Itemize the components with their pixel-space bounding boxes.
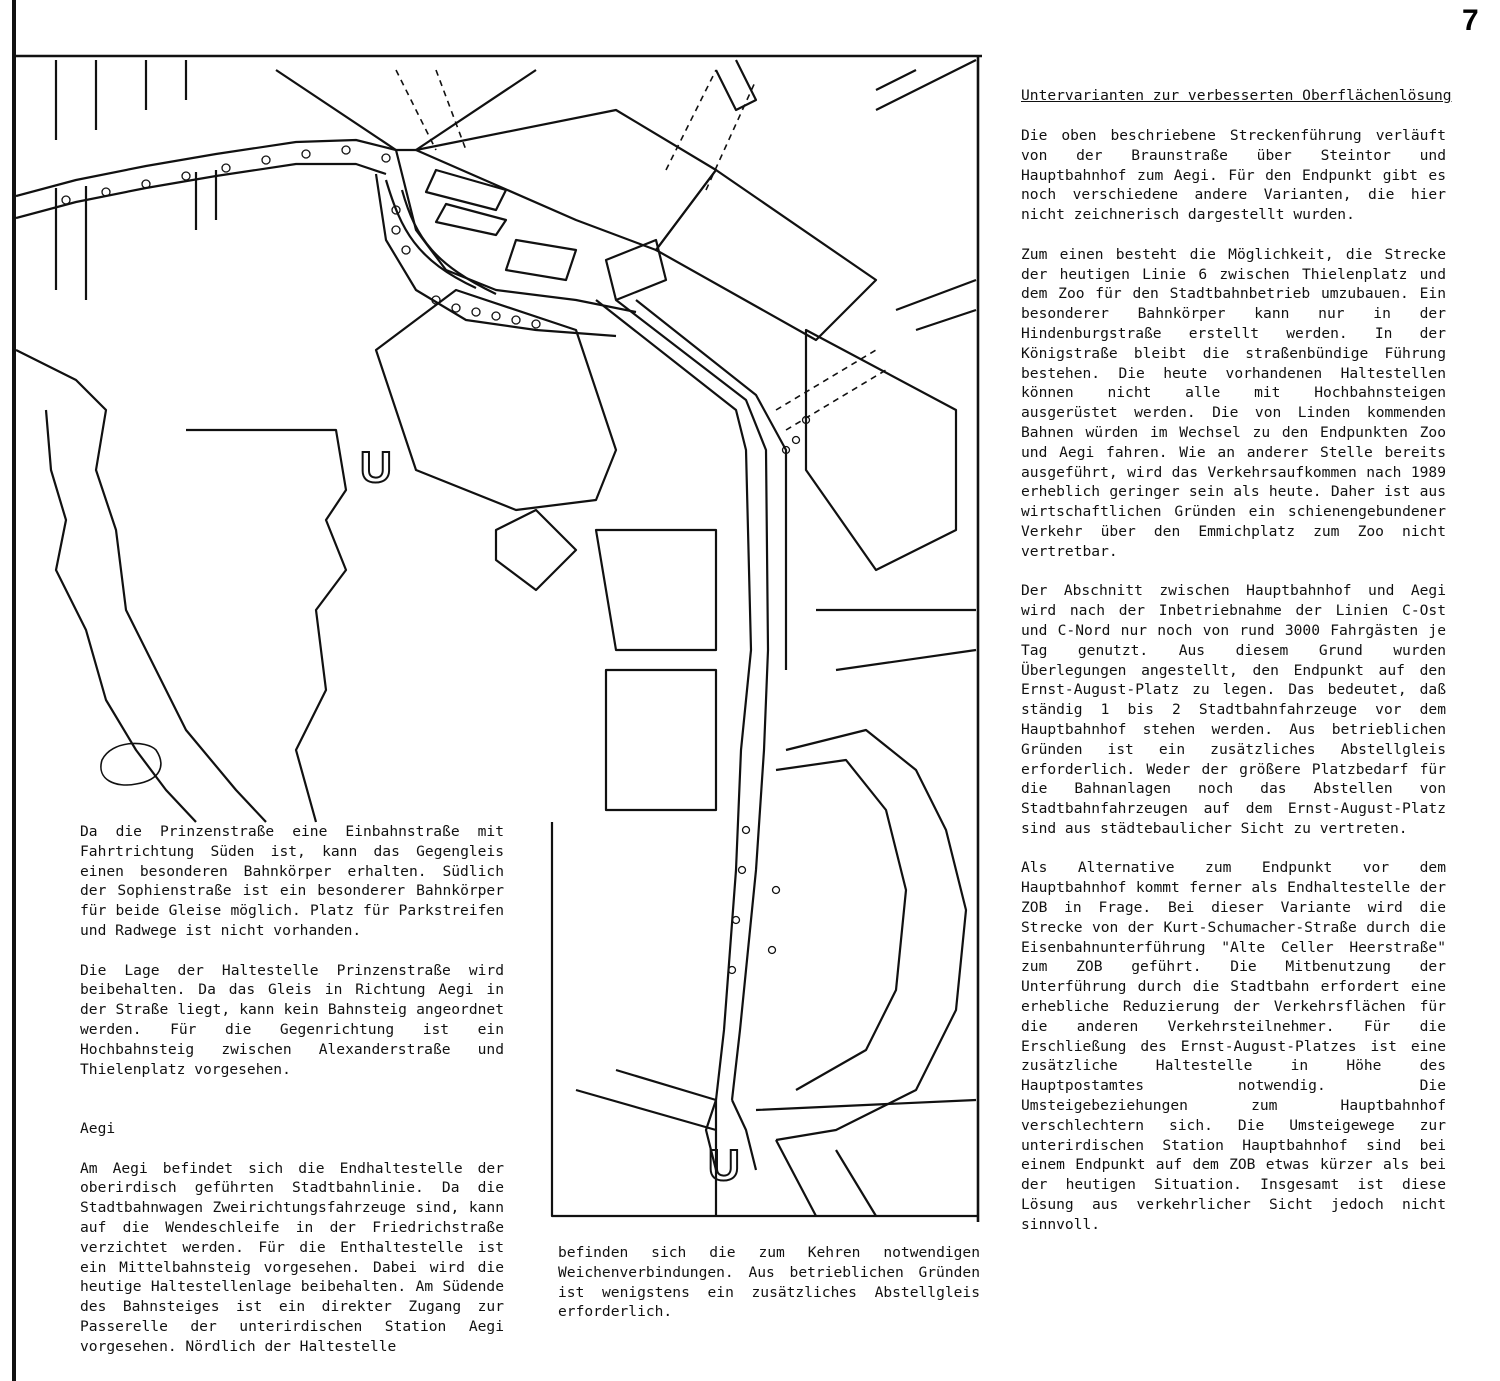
paragraph: Die Lage der Haltestelle Prinzenstraße wird beibehalten. Da das Gleis in Richtung Aegi in der Straße liegt, kann kein Bahnsteig angeordnet werden. Für die Gegenrichtung ist ein Hochbahnsteig zwischen Alexanderstraße und Thielenplatz vorgesehen. [80,961,504,1078]
subheading-aegi: Aegi [80,1119,116,1137]
paragraph: Am Aegi befindet sich die Endhaltestelle der oberirdisch geführten Stadtbahnlinie. Da die Stadtbahnwagen Zweirichtungsfahrzeuge sind, kann auf die Wendeschleife in der Friedrichstraße verzichtet werden. Für die Enthaltestelle ist ein Mittelbahnsteig vorgesehen. Dabei wird die heutige Haltestellenlage beibehalten. Am Südende des Bahnsteiges ist ein direkter Zugang zur Passerelle der unterirdischen Station Aegi vorgesehen. Nördlich der Haltestelle [80,1159,504,1355]
ubahn-symbol-1: U [360,443,392,492]
paragraph: Der Abschnitt zwischen Hauptbahnhof und Aegi wird nach der Inbetriebnahme der Linien C-Ost und C-Nord nur noch von rund 3000 Fahrgästen je Tag genutzt. Aus diesem Grund wurden Überlegungen angestellt, den Endpunkt auf den Ernst-August-Platz zu legen. Das bedeutet, daß ständig 1 bis 2 Stadtbahnfahrzeuge vor dem Hauptbahnhof stehen werden. Aus betrieblichen Gründen ist ein zusätzliches Abstellgleis erforderlich. Weder der größere Platzbedarf für die Bahnanlagen noch das Abstellen von Stadtbahnfahrzeugen auf dem Ernst-August-Platz sind aus städtebaulicher Sicht zu vertreten. [1021,582,1446,837]
left-column-text [80,822,504,1376]
paragraph: befinden sich die zum Kehren notwendigen Weichenverbindungen. Aus betrieblichen Gründen ist wenigstens ein zusätzliches Abstellgleis erforderlich. [558,1244,980,1321]
paragraph: Zum einen besteht die Möglichkeit, die Strecke der heutigen Linie 6 zwischen Thielenplatz und dem Zoo für den Stadtbahnbetrieb umzubauen. Ein besonderer Bahnkörper kann nur in der Hindenburgstraße erstellt werden. In der Königstraße bleibt die straßenbündige Führung bestehen. Die heute vorhandenen Haltestellen können nicht alle mit Hochbahnsteigen ausgerüstet werden. Die von Linden kommenden Bahnen würden im Wechsel zu den Endpunkten Zoo und Aegi fahren. Wie an anderer Stelle bereits ausgeführt, wird das Verkehrsaufkommen nach 1989 erheblich geringer sein als heute. Daher ist aus wirtschaftlichen Gründen ein schienengebundener Verkehr über den Emmichplatz zum Zoo nicht vertretbar. [1021,245,1446,560]
right-column-text [1021,126,1446,1254]
ubahn-station-icon [360,443,392,492]
paragraph: Da die Prinzenstraße eine Einbahnstraße mit Fahrtrichtung Süden ist, kann das Gegengleis einen besonderen Bahnkörper erhalten. Südlich der Sophienstraße ist ein besonderer Bahnkörper für beide Gleise möglich. Platz für Parkstreifen und Radwege ist nicht vorhanden. [80,823,504,939]
section-heading: Untervarianten zur verbesserten Oberflächenlösung [1021,87,1452,104]
paragraph: Als Alternative zum Endpunkt vor dem Hauptbahnhof kommt ferner als Endhaltestelle der ZOB in Frage. Bei dieser Variante wird die Strecke von der Kurt-Schumacher-Straße durch die Eisenbahnunterführung "Alte Celler Heerstraße" zum ZOB geführt. Die Mitbenutzung der Unterführung durch die Stadtbahn erfordert eine erhebliche Reduzierung der Verkehrsflächen für die anderen Verkehrsteilnehmer. Für die Erschließung des Ernst-August-Platzes ist eine zusätzliche Haltestelle in Höhe des Hauptpostamtes notwendig. Die Umsteigebeziehungen zum Hauptbahnhof verschlechtern sich. Die Umsteigewege zur unterirdischen Station Hauptbahnhof sind bei einem Endpunkt auf dem ZOB etwas kürzer als bei der heutigen Situation. Insgesamt ist diese Lösung aus verkehrlicher Sicht jedoch nicht sinnvoll. [1021,859,1446,1233]
ubahn-station-icon [708,1141,740,1190]
ubahn-symbol-2: U [708,1141,740,1190]
paragraph: Die oben beschriebene Streckenführung verläuft von der Braunstraße über Steintor und Hauptbahnhof zum Aegi. Für den Endpunkt gibt es noch verschiedene andere Varianten, die hier nicht zeichnerisch dargestellt wurden. [1021,127,1446,224]
page-number: 7 [1462,4,1479,37]
bottom-column-text [558,1243,980,1342]
